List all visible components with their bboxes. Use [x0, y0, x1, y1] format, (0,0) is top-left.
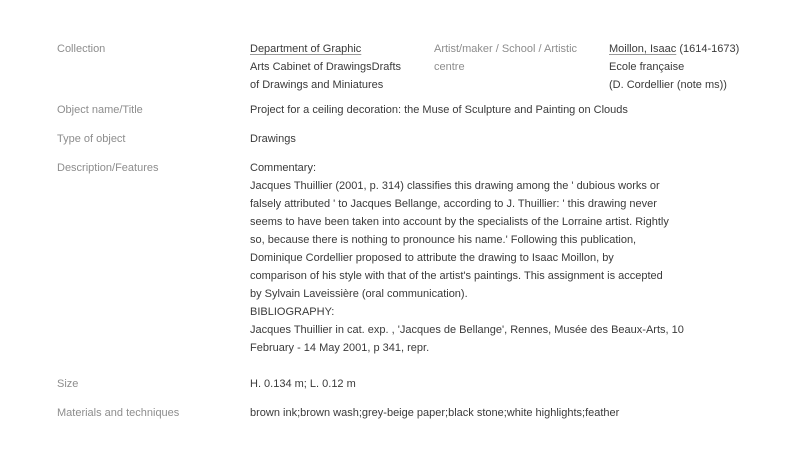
artist-value: [609, 40, 789, 94]
artist-attribution: (D. Cordellier (note ms)): [609, 79, 727, 91]
artist-name-link[interactable]: Moillon, Isaac: [609, 43, 677, 55]
object-name-value: Project for a ceiling decoration: the Muse of Sculpture and Painting on Clouds: [250, 104, 628, 116]
size-value: H. 0.134 m; L. 0.12 m: [250, 378, 356, 390]
label-materials: Materials and techniques: [57, 407, 180, 419]
description-line: seems to have been taken into account by the specialists of the Lorraine artist. Rightly: [250, 216, 669, 228]
description-line: falsely attributed ' to Jacques Bellange, according to J. Thuillier: ' this drawing never: [250, 198, 657, 210]
description-line: February - 14 May 2001, p 341, repr.: [250, 342, 430, 354]
description-line: Dominique Cordellier proposed to attribute the drawing to Isaac Moillon, by: [250, 252, 614, 264]
description-line: comparison of his style with that of the artist's paintings. This assignment is accepted: [250, 270, 663, 282]
artist-dates: (1614-1673): [676, 43, 740, 55]
label-object-name: Object name/Title: [57, 104, 143, 116]
label-type-of-object: Type of object: [57, 133, 126, 145]
department-text-2: of Drawings and Miniatures: [250, 79, 384, 91]
department-link[interactable]: Department of Graphic: [250, 43, 362, 55]
artist-school: Ecole française: [609, 61, 685, 73]
label-size: Size: [57, 378, 79, 390]
description-line: so, because there is nothing to pronounce his name.' Following this publication,: [250, 234, 637, 246]
label-artist-line-2: centre: [434, 61, 465, 73]
type-of-object-value: Drawings: [250, 133, 296, 145]
description-line: Commentary:: [250, 162, 317, 174]
description-line: Jacques Thuillier (2001, p. 314) classifies this drawing among the ' dubious works or: [250, 180, 660, 192]
description-line: Jacques Thuillier in cat. exp. , 'Jacques de Bellange', Rennes, Musée des Beaux-Arts, 10: [250, 324, 684, 336]
department-text-1: Arts Cabinet of DrawingsDrafts: [250, 61, 401, 73]
description-line: BIBLIOGRAPHY:: [250, 306, 335, 318]
collection-value: [250, 40, 420, 94]
label-artist-line-1: Artist/maker / School / Artistic: [434, 43, 578, 55]
description-value: [250, 159, 690, 357]
label-collection: Collection: [57, 43, 106, 55]
label-artist: [434, 40, 594, 76]
label-description: Description/Features: [57, 162, 159, 174]
description-line: by Sylvain Laveissière (oral communication).: [250, 288, 468, 300]
materials-value: brown ink;brown wash;grey-beige paper;black stone;white highlights;feather: [250, 407, 620, 419]
